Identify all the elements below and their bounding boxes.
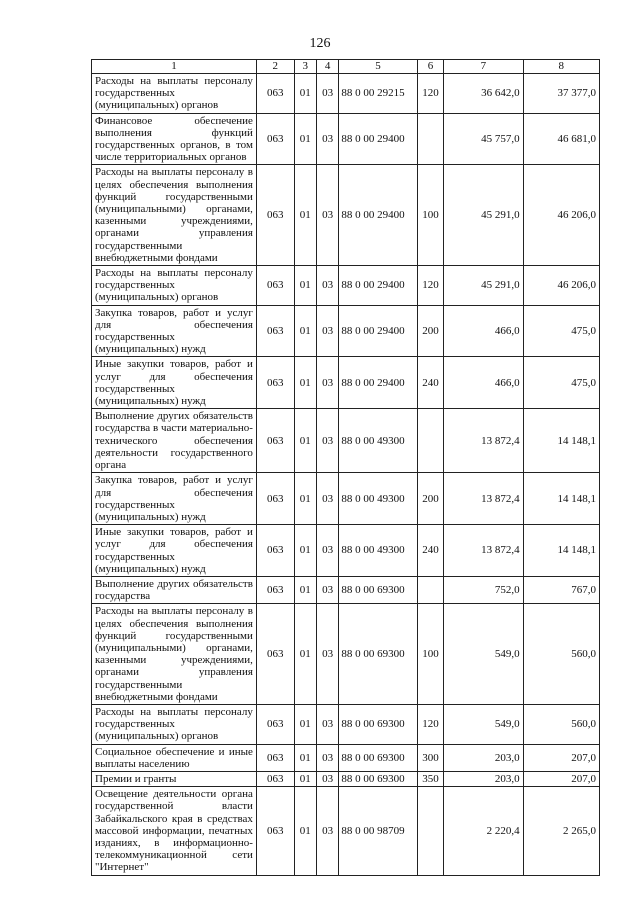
row-description: Расходы на выплаты персоналу в целях обеспечения выполнения функций государственными (муниципальными) органами, казенными учреждениями, органами управления государственными внебюджетными фондами [92,604,257,705]
row-description: Выполнение других обязательств государства в части материально-технического обеспечения деятельности государственного органа [92,409,257,473]
budget-table [91,59,600,876]
column-header: 5 [339,60,417,74]
row-amount-year-2: 14 148,1 [523,409,599,473]
row-amount-year-2: 475,0 [523,305,599,357]
row-admin-code: 063 [256,409,294,473]
row-section: 01 [294,525,316,577]
row-expense-type [417,409,443,473]
row-amount-year-2: 46 206,0 [523,266,599,306]
row-admin-code: 063 [256,576,294,603]
row-amount-year-1: 203,0 [444,771,523,786]
row-subsection: 03 [316,113,338,165]
row-subsection: 03 [316,771,338,786]
row-amount-year-2: 2 265,0 [523,787,599,875]
row-section: 01 [294,787,316,875]
row-amount-year-2: 14 148,1 [523,473,599,525]
row-amount-year-2: 767,0 [523,576,599,603]
table-row [92,604,600,705]
row-target-article: 88 0 00 49300 [339,473,417,525]
page-number: 126 [309,36,331,51]
row-amount-year-2: 207,0 [523,744,599,771]
row-section: 01 [294,604,316,705]
row-expense-type: 120 [417,266,443,306]
row-subsection: 03 [316,576,338,603]
row-amount-year-2: 207,0 [523,771,599,786]
row-expense-type: 200 [417,473,443,525]
table-row [92,357,600,409]
row-admin-code: 063 [256,473,294,525]
row-admin-code: 063 [256,704,294,744]
column-header: 6 [417,60,443,74]
row-amount-year-2: 37 377,0 [523,74,599,114]
row-subsection: 03 [316,357,338,409]
row-section: 01 [294,305,316,357]
row-admin-code: 063 [256,744,294,771]
row-section: 01 [294,266,316,306]
row-amount-year-1: 466,0 [444,357,523,409]
row-admin-code: 063 [256,266,294,306]
row-expense-type [417,787,443,875]
header-row [92,60,600,74]
row-admin-code: 063 [256,604,294,705]
row-amount-year-1: 13 872,4 [444,525,523,577]
table-row [92,74,600,114]
table-row [92,305,600,357]
row-target-article: 88 0 00 69300 [339,576,417,603]
row-section: 01 [294,113,316,165]
row-target-article: 88 0 00 49300 [339,525,417,577]
row-amount-year-1: 36 642,0 [444,74,523,114]
row-target-article: 88 0 00 29215 [339,74,417,114]
row-amount-year-2: 560,0 [523,704,599,744]
row-target-article: 88 0 00 69300 [339,744,417,771]
column-header: 8 [523,60,599,74]
row-description: Закупка товаров, работ и услуг для обеспечения государственных (муниципальных) нужд [92,473,257,525]
row-amount-year-2: 14 148,1 [523,525,599,577]
column-header: 1 [92,60,257,74]
table-row [92,525,600,577]
row-description: Премии и гранты [92,771,257,786]
table-row [92,576,600,603]
row-subsection: 03 [316,604,338,705]
row-subsection: 03 [316,266,338,306]
row-section: 01 [294,473,316,525]
row-amount-year-1: 2 220,4 [444,787,523,875]
row-subsection: 03 [316,525,338,577]
row-amount-year-1: 752,0 [444,576,523,603]
row-subsection: 03 [316,473,338,525]
row-target-article: 88 0 00 69300 [339,771,417,786]
row-subsection: 03 [316,165,338,266]
row-amount-year-2: 46 681,0 [523,113,599,165]
row-target-article: 88 0 00 29400 [339,357,417,409]
row-section: 01 [294,165,316,266]
row-amount-year-1: 45 291,0 [444,266,523,306]
row-description: Расходы на выплаты персоналу в целях обеспечения выполнения функций государственными (муниципальными) органами, казенными учреждениями, органами управления государственными внебюджетными фондами [92,165,257,266]
row-target-article: 88 0 00 29400 [339,266,417,306]
row-expense-type: 120 [417,74,443,114]
row-amount-year-1: 466,0 [444,305,523,357]
row-target-article: 88 0 00 98709 [339,787,417,875]
row-amount-year-1: 549,0 [444,604,523,705]
row-target-article: 88 0 00 29400 [339,113,417,165]
row-amount-year-2: 475,0 [523,357,599,409]
row-amount-year-2: 560,0 [523,604,599,705]
column-header: 3 [294,60,316,74]
column-header: 4 [316,60,338,74]
row-description: Расходы на выплаты персоналу государственных (муниципальных) органов [92,74,257,114]
row-description: Освещение деятельности органа государственной власти Забайкальского края в средствах массовой информации, печатных изданиях, в информационно-телекоммуникационной сети "Интернет" [92,787,257,875]
row-admin-code: 063 [256,525,294,577]
row-expense-type: 200 [417,305,443,357]
row-target-article: 88 0 00 69300 [339,704,417,744]
table-row [92,787,600,875]
row-description: Иные закупки товаров, работ и услуг для обеспечения государственных (муниципальных) нужд [92,357,257,409]
row-expense-type: 300 [417,744,443,771]
row-subsection: 03 [316,704,338,744]
column-header: 7 [444,60,523,74]
table-row [92,266,600,306]
column-header: 2 [256,60,294,74]
row-description: Закупка товаров, работ и услуг для обеспечения государственных (муниципальных) нужд [92,305,257,357]
row-admin-code: 063 [256,113,294,165]
row-section: 01 [294,357,316,409]
row-amount-year-1: 13 872,4 [444,473,523,525]
row-admin-code: 063 [256,74,294,114]
row-amount-year-1: 549,0 [444,704,523,744]
table-row [92,771,600,786]
row-description: Социальное обеспечение и иные выплаты населению [92,744,257,771]
row-amount-year-1: 45 757,0 [444,113,523,165]
row-expense-type: 100 [417,604,443,705]
row-description: Расходы на выплаты персоналу государственных (муниципальных) органов [92,266,257,306]
row-admin-code: 063 [256,357,294,409]
row-admin-code: 063 [256,787,294,875]
row-description: Выполнение других обязательств государства [92,576,257,603]
row-description: Иные закупки товаров, работ и услуг для обеспечения государственных (муниципальных) нужд [92,525,257,577]
row-description: Расходы на выплаты персоналу государственных (муниципальных) органов [92,704,257,744]
table-row [92,704,600,744]
row-section: 01 [294,771,316,786]
row-subsection: 03 [316,744,338,771]
row-admin-code: 063 [256,305,294,357]
row-expense-type: 240 [417,525,443,577]
row-section: 01 [294,576,316,603]
row-expense-type: 350 [417,771,443,786]
row-description: Финансовое обеспечение выполнения функций государственных органов, в том числе территориальных органов [92,113,257,165]
row-section: 01 [294,704,316,744]
row-subsection: 03 [316,409,338,473]
row-amount-year-2: 46 206,0 [523,165,599,266]
row-subsection: 03 [316,74,338,114]
row-target-article: 88 0 00 49300 [339,409,417,473]
table-row [92,473,600,525]
table-row [92,165,600,266]
row-amount-year-1: 13 872,4 [444,409,523,473]
row-expense-type: 100 [417,165,443,266]
table-row [92,113,600,165]
table-row [92,409,600,473]
row-amount-year-1: 45 291,0 [444,165,523,266]
row-subsection: 03 [316,787,338,875]
row-target-article: 88 0 00 29400 [339,305,417,357]
row-section: 01 [294,74,316,114]
row-admin-code: 063 [256,165,294,266]
row-expense-type [417,113,443,165]
row-section: 01 [294,744,316,771]
row-section: 01 [294,409,316,473]
row-target-article: 88 0 00 29400 [339,165,417,266]
row-admin-code: 063 [256,771,294,786]
row-expense-type: 120 [417,704,443,744]
row-target-article: 88 0 00 69300 [339,604,417,705]
table-row [92,744,600,771]
row-expense-type: 240 [417,357,443,409]
row-subsection: 03 [316,305,338,357]
row-amount-year-1: 203,0 [444,744,523,771]
row-expense-type [417,576,443,603]
